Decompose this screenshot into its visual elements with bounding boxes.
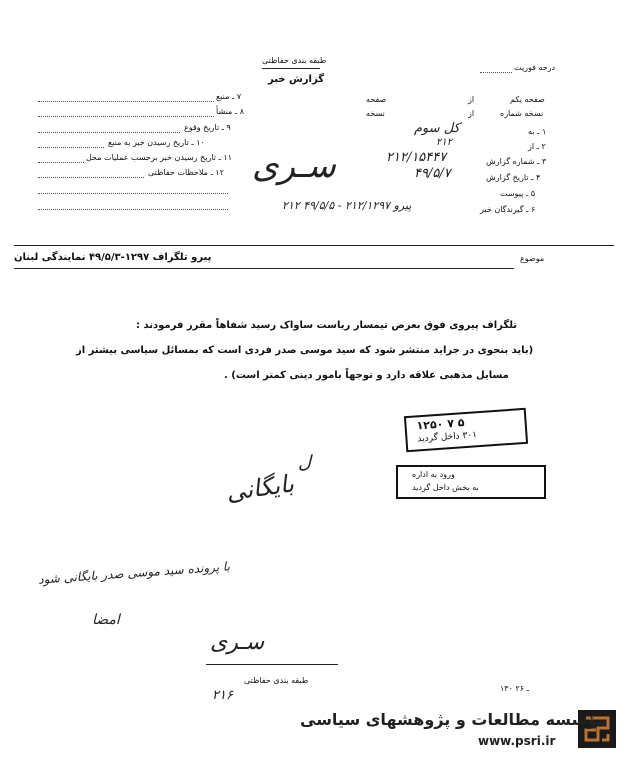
page-label: صفحه یکم bbox=[510, 95, 545, 104]
field-recipients: ۶ ـ گیرندگان خبر bbox=[480, 205, 536, 214]
field-recipients-value: ۲۱۲ پیرو ۲۱۲/۱۲۹۷ - ۴۹/۵/۵ bbox=[282, 199, 412, 212]
handwritten-note-1: بایگانی bbox=[224, 469, 296, 507]
field-event-date: ۹ ـ تاریخ وقوع bbox=[184, 123, 231, 132]
copy-label: نسخه شماره bbox=[500, 109, 544, 118]
entry-stamp-2 bbox=[396, 465, 546, 499]
form-code: ۱۳۰ ـ ۲۶ bbox=[500, 684, 529, 693]
report-title: گزارش خبر bbox=[268, 74, 325, 85]
body-line-3: مسایل مذهبی علاقه دارد و توجهاً بامور دینی کمتر است) . bbox=[224, 370, 509, 381]
field-origin-dots bbox=[38, 116, 214, 117]
classification-bottom: طبقه بندی حفاظتی bbox=[244, 676, 309, 685]
handwritten-note-2: با پرونده سید موسی صدر بایگانی شود bbox=[37, 559, 231, 587]
subject-separator bbox=[14, 245, 614, 246]
subject-value: پیرو تلگراف ۱۲۹۷-۴۹/۵/۳ نمایندگی لبنان bbox=[14, 252, 212, 263]
field-report-date: ۴ ـ تاریخ گزارش bbox=[486, 173, 541, 182]
body-line-2: (باید بنحوی در جراید منتشر شود که سید موسی صدر فردی است که بمسائل سیاسی بیشتر از bbox=[76, 345, 534, 356]
classification-top-underline bbox=[262, 68, 320, 69]
field-report-no-value: ۲۱۲/۱۵۴۴۷ bbox=[386, 150, 447, 165]
secret-mark-top: سـری bbox=[252, 146, 336, 186]
institute-name: مؤسسه مطالعات و پژوهشهای سیاسی bbox=[300, 710, 608, 729]
subject-underline bbox=[14, 268, 514, 269]
copy-of: از bbox=[468, 109, 475, 118]
field-attachment: ۵ ـ پیوست bbox=[500, 189, 536, 198]
field-report-no: ۳ ـ شماره گزارش bbox=[486, 157, 547, 166]
copy-word: نسخه bbox=[366, 109, 385, 118]
body-line-1: تلگراف پیروی فوق بعرض تیمسار ریاست ساواک رسید شفاهاً مقرر فرمودند : bbox=[136, 320, 518, 331]
field-from: ۲ ـ از bbox=[528, 142, 546, 151]
institute-url[interactable]: www.psri.ir bbox=[478, 734, 556, 748]
entry-stamp-2-line-1: ورود به اداره bbox=[412, 470, 455, 479]
priority-dots bbox=[480, 72, 512, 73]
field-remarks-dots-2 bbox=[38, 193, 228, 194]
footer-separator bbox=[206, 664, 338, 665]
handwritten-signature: امضا bbox=[92, 612, 120, 628]
page-word: صفحه bbox=[366, 95, 387, 104]
subject-label: موضوع bbox=[520, 254, 545, 263]
field-received-unit: ۱۱ ـ تاریخ رسیدن خبر برحسب عملیات محل bbox=[86, 153, 232, 162]
field-received-unit-dots bbox=[38, 162, 84, 163]
page-number: ۲۱۶ bbox=[212, 688, 233, 703]
field-source: ۷ ـ منبع bbox=[216, 92, 242, 101]
field-to: ۱ ـ به bbox=[528, 127, 547, 136]
field-report-date-value: ۴۹/۵/۷ bbox=[414, 166, 451, 181]
entry-stamp-1-line-1: ۱۲۵۰ ۷ ۵ bbox=[416, 416, 465, 433]
secret-mark-bottom: سـری bbox=[210, 630, 265, 655]
field-source-dots bbox=[38, 101, 214, 102]
entry-stamp-1 bbox=[404, 408, 528, 452]
priority-label: درجه فوریت bbox=[514, 63, 556, 72]
field-origin: ۸ ـ منشأ bbox=[216, 107, 244, 116]
field-remarks: ۱۲ ـ ملاحظات حفاظتی bbox=[148, 168, 224, 177]
field-event-date-dots bbox=[38, 132, 180, 133]
field-received-source: ۱۰ ـ تاریخ رسیدن خبر به منبع bbox=[108, 138, 205, 147]
field-remarks-dots bbox=[38, 177, 144, 178]
field-received-source-dots bbox=[38, 147, 104, 148]
field-to-value: کل سوم bbox=[414, 121, 460, 136]
page-of: از bbox=[468, 95, 475, 104]
entry-stamp-2-line-2: به بخش داخل گردید bbox=[412, 483, 479, 492]
classification-top: طبقه بندی حفاظتی bbox=[262, 56, 327, 65]
entry-stamp-1-line-2: ۳۰۱ داخل گردید bbox=[417, 430, 478, 445]
field-remarks-dots-3 bbox=[38, 209, 228, 210]
handwritten-mark: ل bbox=[298, 452, 312, 473]
field-from-value: ۲۱۲ bbox=[436, 137, 453, 148]
